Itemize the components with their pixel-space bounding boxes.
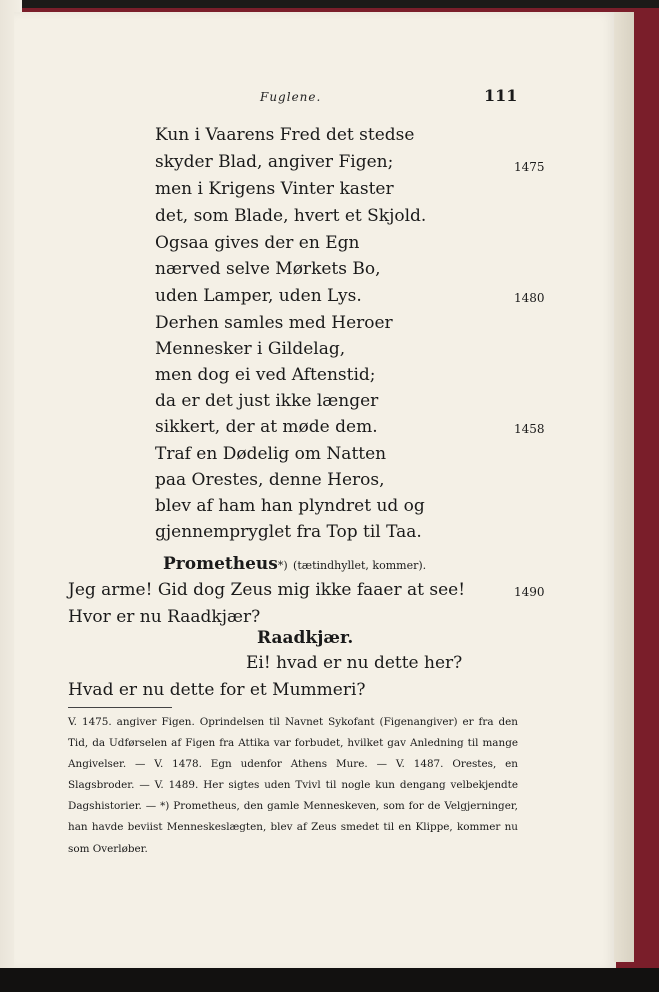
verse-line: nærved selve Mørkets Bo, <box>155 259 381 279</box>
scan-bottom-border <box>0 968 659 992</box>
verse-line: skyder Blad, angiver Figen; <box>155 152 394 172</box>
stage-direction: (tætindhyllet, kommer). <box>293 559 427 572</box>
dialogue-line: Jeg arme! Gid dog Zeus mig ikke faaer at see! <box>68 580 466 600</box>
footnote-rule <box>68 707 172 708</box>
verse-line: da er det just ikke længer <box>155 391 379 411</box>
verse-line: Derhen samles med Heroer <box>155 313 393 333</box>
verse-line: sikkert, der at møde dem. <box>155 417 378 437</box>
line-number: 1490 <box>514 585 545 599</box>
verse-line: blev af ham han plyndret ud og <box>155 496 425 516</box>
dialogue-line: Hvad er nu dette for et Mummeri? <box>68 680 366 700</box>
verse-line: Mennesker i Gildelag, <box>155 339 346 359</box>
dialogue-line: Ei! hvad er nu dette her? <box>246 653 463 673</box>
verse-line: Ogsaa gives der en Egn <box>155 233 360 253</box>
verse-line: Traf en Dødelig om Natten <box>155 444 387 464</box>
verse-line: det, som Blade, hvert et Skjold. <box>155 206 427 226</box>
speaker-heading-prometheus <box>163 554 426 574</box>
verse-line: men i Krigens Vinter kaster <box>155 179 394 199</box>
page-fore-edge <box>614 12 634 962</box>
speaker-name: Prometheus <box>163 554 278 574</box>
verse-line: Kun i Vaarens Fred det stedse <box>155 125 415 145</box>
dialogue-line: Hvor er nu Raadkjær? <box>68 607 261 627</box>
verse-line: paa Orestes, denne Heros, <box>155 470 385 490</box>
line-number: 1458 <box>514 422 545 436</box>
verse-line: gjennempryglet fra Top til Taa. <box>155 522 422 542</box>
footnote-marker: *) <box>277 559 288 572</box>
footnote-text: V. 1475. angiver Figen. Oprindelsen til Navnet Sykofant (Figenangiver) er fra den Tid, da Udførselen af Figen fra Attika var forbudet, hvilket gav Anledning til mange Angivelser. — V. 1478. Egn udenfor Athens Mure. — V. 1487. Orestes, en Slagsbroder. — V. 1489. Her sigtes uden Tvivl til nogle kun dengang velbekjendte Dagshistorier. — *) Prometheus, den gamle Menneskeven, som for de Velgjerninger, han havde beviist Menneskeslægten, blev af Zeus smedet til en Klippe, kommer nu som Overløber. <box>68 716 518 855</box>
verse-line: men dog ei ved Aftenstid; <box>155 365 376 385</box>
verse-line: uden Lamper, uden Lys. <box>155 286 362 306</box>
line-number: 1480 <box>514 291 545 305</box>
running-head: Fuglene. <box>260 90 322 104</box>
speaker-heading-raadkjaer: Raadkjær. <box>257 628 354 648</box>
line-number: 1475 <box>514 160 545 174</box>
page-number: 111 <box>484 86 518 105</box>
